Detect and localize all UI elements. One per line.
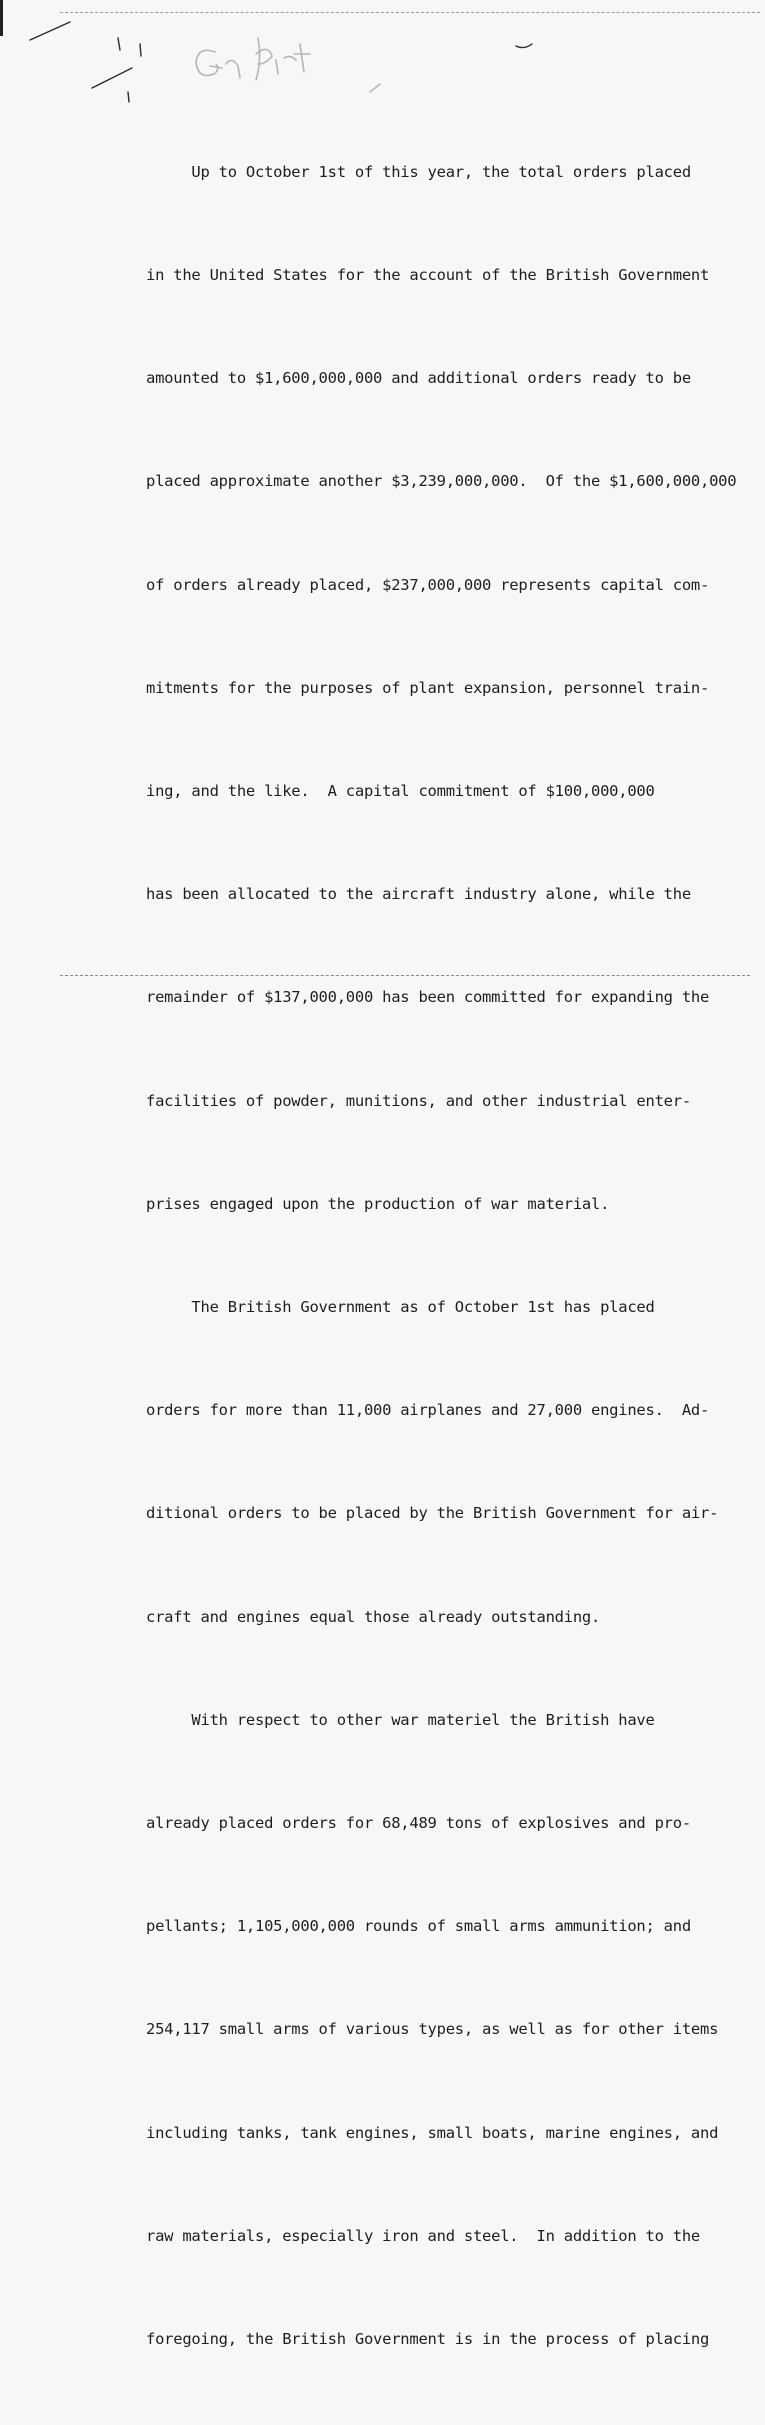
body-line: With respect to other war materiel the British have — [146, 1710, 655, 1729]
body-line: placed approximate another $3,239,000,000. Of the $1,600,000,000 — [146, 472, 737, 491]
body-line: orders for more than 11,000 airplanes and 27,000 engines. Ad- — [146, 1401, 710, 1420]
body-line: craft and engines equal those already outstanding. — [146, 1607, 601, 1626]
body-line: 254,117 small arms of various types, as well as for other items — [146, 2020, 719, 2039]
body-line: amounted to $1,600,000,000 and additional orders ready to be — [146, 369, 691, 388]
body-line: remainder of $137,000,000 has been committed for expanding the — [146, 988, 710, 1007]
body-line: including tanks, tank engines, small boats, marine engines, and — [146, 2123, 719, 2142]
body-line: Up to October 1st of this year, the total orders placed — [146, 162, 691, 181]
body-line: has been allocated to the aircraft industry alone, while the — [146, 885, 691, 904]
body-line: ing, and the like. A capital commitment of $100,000,000 — [146, 782, 655, 801]
body-line: facilities of powder, munitions, and other industrial enter- — [146, 1091, 691, 1110]
bottom-rule — [60, 975, 750, 976]
body-line: raw materials, especially iron and steel. In addition to the — [146, 2226, 700, 2245]
body-line: prises engaged upon the production of war material. — [146, 1194, 610, 1213]
body-line: already placed orders for 68,489 tons of explosives and pro- — [146, 1814, 691, 1833]
body-line: ditional orders to be placed by the British Government for air- — [146, 1504, 719, 1523]
document-body — [146, 86, 746, 2425]
body-line: foregoing, the British Government is in the process of placing — [146, 2330, 710, 2349]
body-line: pellants; 1,105,000,000 rounds of small arms ammunition; and — [146, 1917, 691, 1936]
body-line: The British Government as of October 1st has placed — [146, 1298, 655, 1317]
body-line: mitments for the purposes of plant expansion, personnel train- — [146, 678, 710, 697]
body-line: in the United States for the account of the British Government — [146, 266, 710, 285]
body-line: of orders already placed, $237,000,000 represents capital com- — [146, 575, 710, 594]
